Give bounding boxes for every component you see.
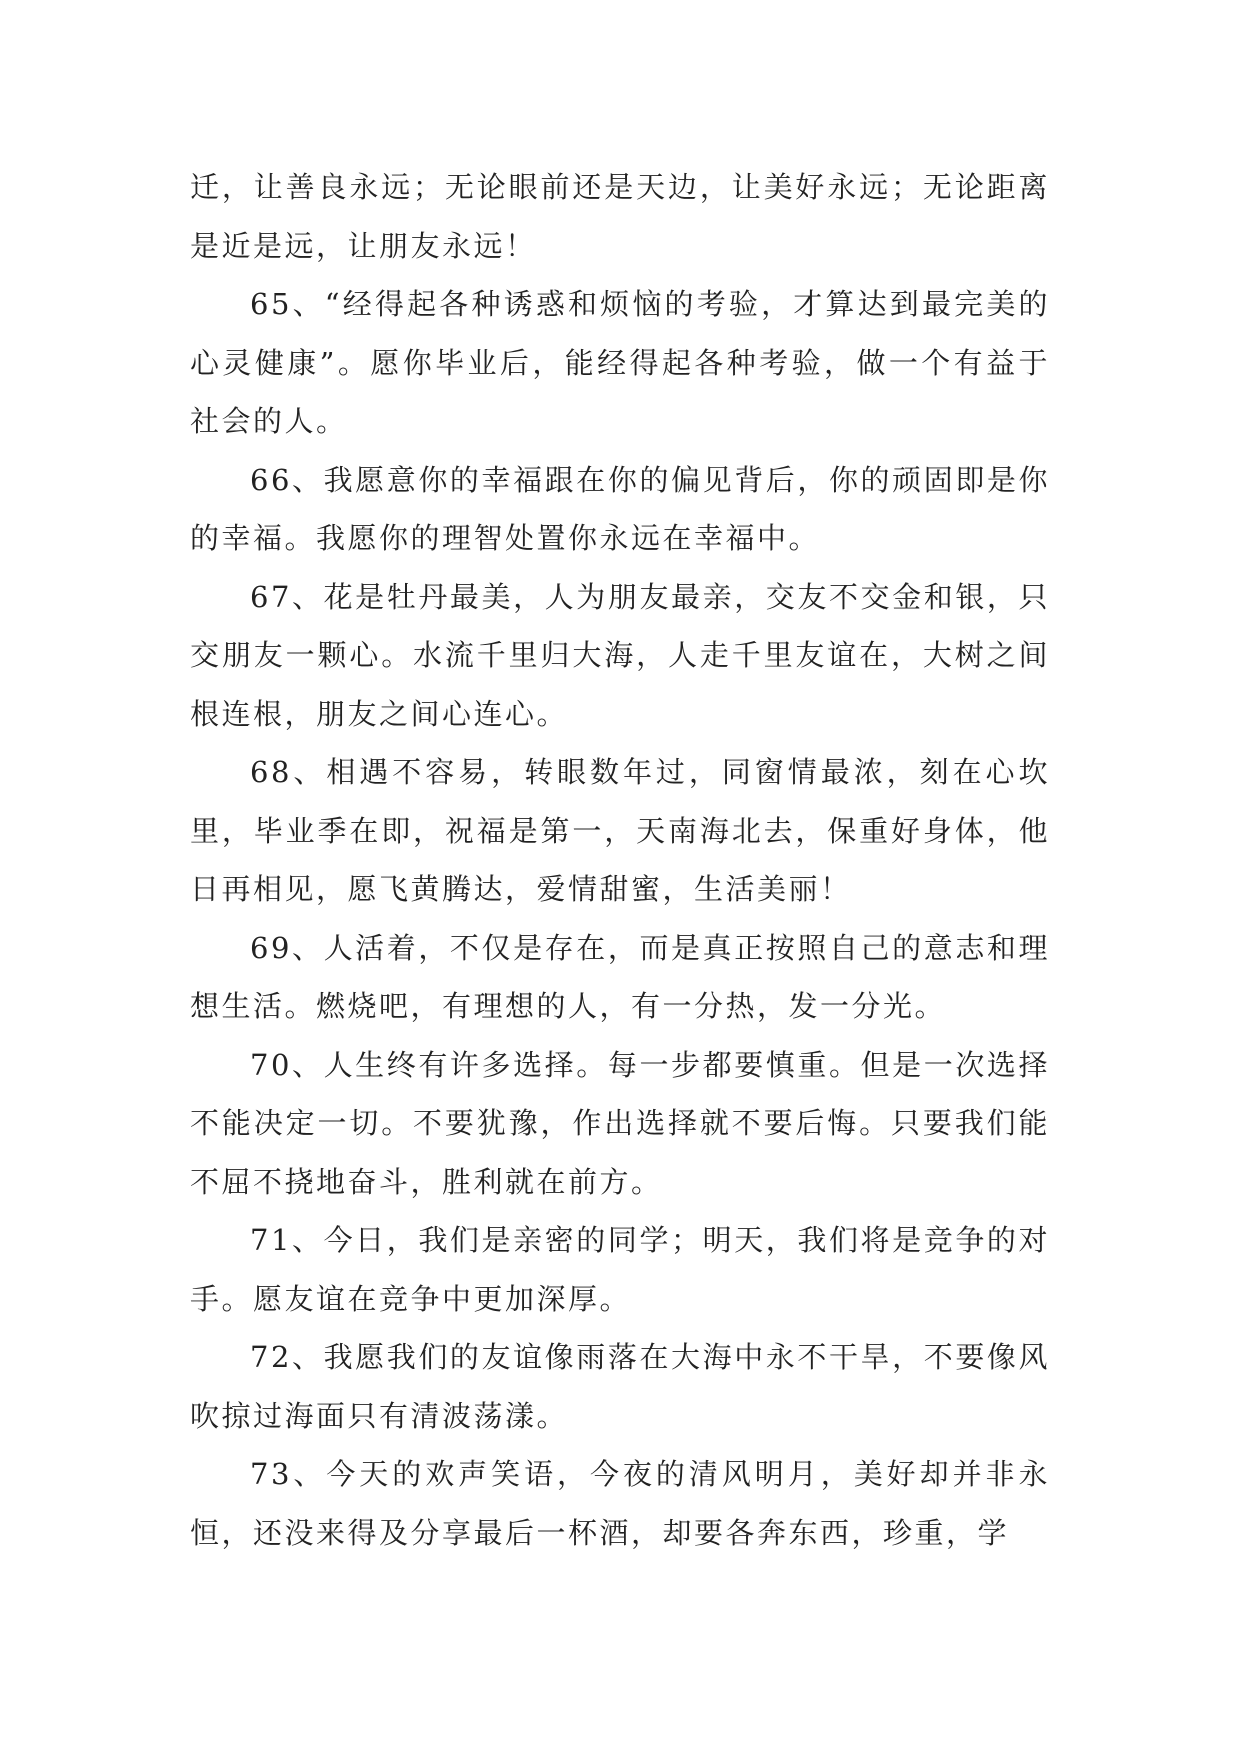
paragraph-67: 67、花是牡丹最美，人为朋友最亲，交友不交金和银，只交朋友一颗心。水流千里归大海，人走千里友谊在，大树之间根连根，朋友之间心连心。 — [190, 579, 1050, 731]
paragraph-continuation: 迁，让善良永远；无论眼前还是天边，让美好永远；无论距离是近是远，让朋友永远！ — [190, 170, 1050, 263]
paragraph-69: 69、人活着，不仅是存在，而是真正按照自己的意志和理想生活。燃烧吧，有理想的人，有一分热，发一分光。 — [190, 930, 1050, 1023]
paragraph-68: 68、相遇不容易，转眼数年过，同窗情最浓，刻在心坎里，毕业季在即，祝福是第一，天南海北去，保重好身体，他日再相见，愿飞黄腾达，爱情甜蜜，生活美丽！ — [190, 755, 1050, 906]
document-body — [190, 158, 1050, 1562]
paragraph-72: 72、我愿我们的友谊像雨落在大海中永不干旱，不要像风吹掠过海面只有清波荡漾。 — [190, 1340, 1050, 1433]
paragraph-66: 66、我愿意你的幸福跟在你的偏见背后，你的顽固即是你的幸福。我愿你的理智处置你永远在幸福中。 — [190, 462, 1050, 555]
paragraph-70: 70、人生终有许多选择。每一步都要慎重。但是一次选择不能决定一切。不要犹豫，作出选择就不要后悔。只要我们能不屈不挠地奋斗，胜利就在前方。 — [190, 1047, 1050, 1199]
paragraph-73: 73、今天的欢声笑语，今夜的清风明月，美好却并非永恒，还没来得及分享最后一杯酒，却要各奔东西，珍重，学 — [190, 1457, 1050, 1550]
paragraph-65: 65、“经得起各种诱惑和烦恼的考验，才算达到最完美的心灵健康”。愿你毕业后，能经得起各种考验，做一个有益于社会的人。 — [190, 287, 1050, 438]
paragraph-71: 71、今日，我们是亲密的同学；明天，我们将是竞争的对手。愿友谊在竞争中更加深厚。 — [190, 1223, 1050, 1316]
